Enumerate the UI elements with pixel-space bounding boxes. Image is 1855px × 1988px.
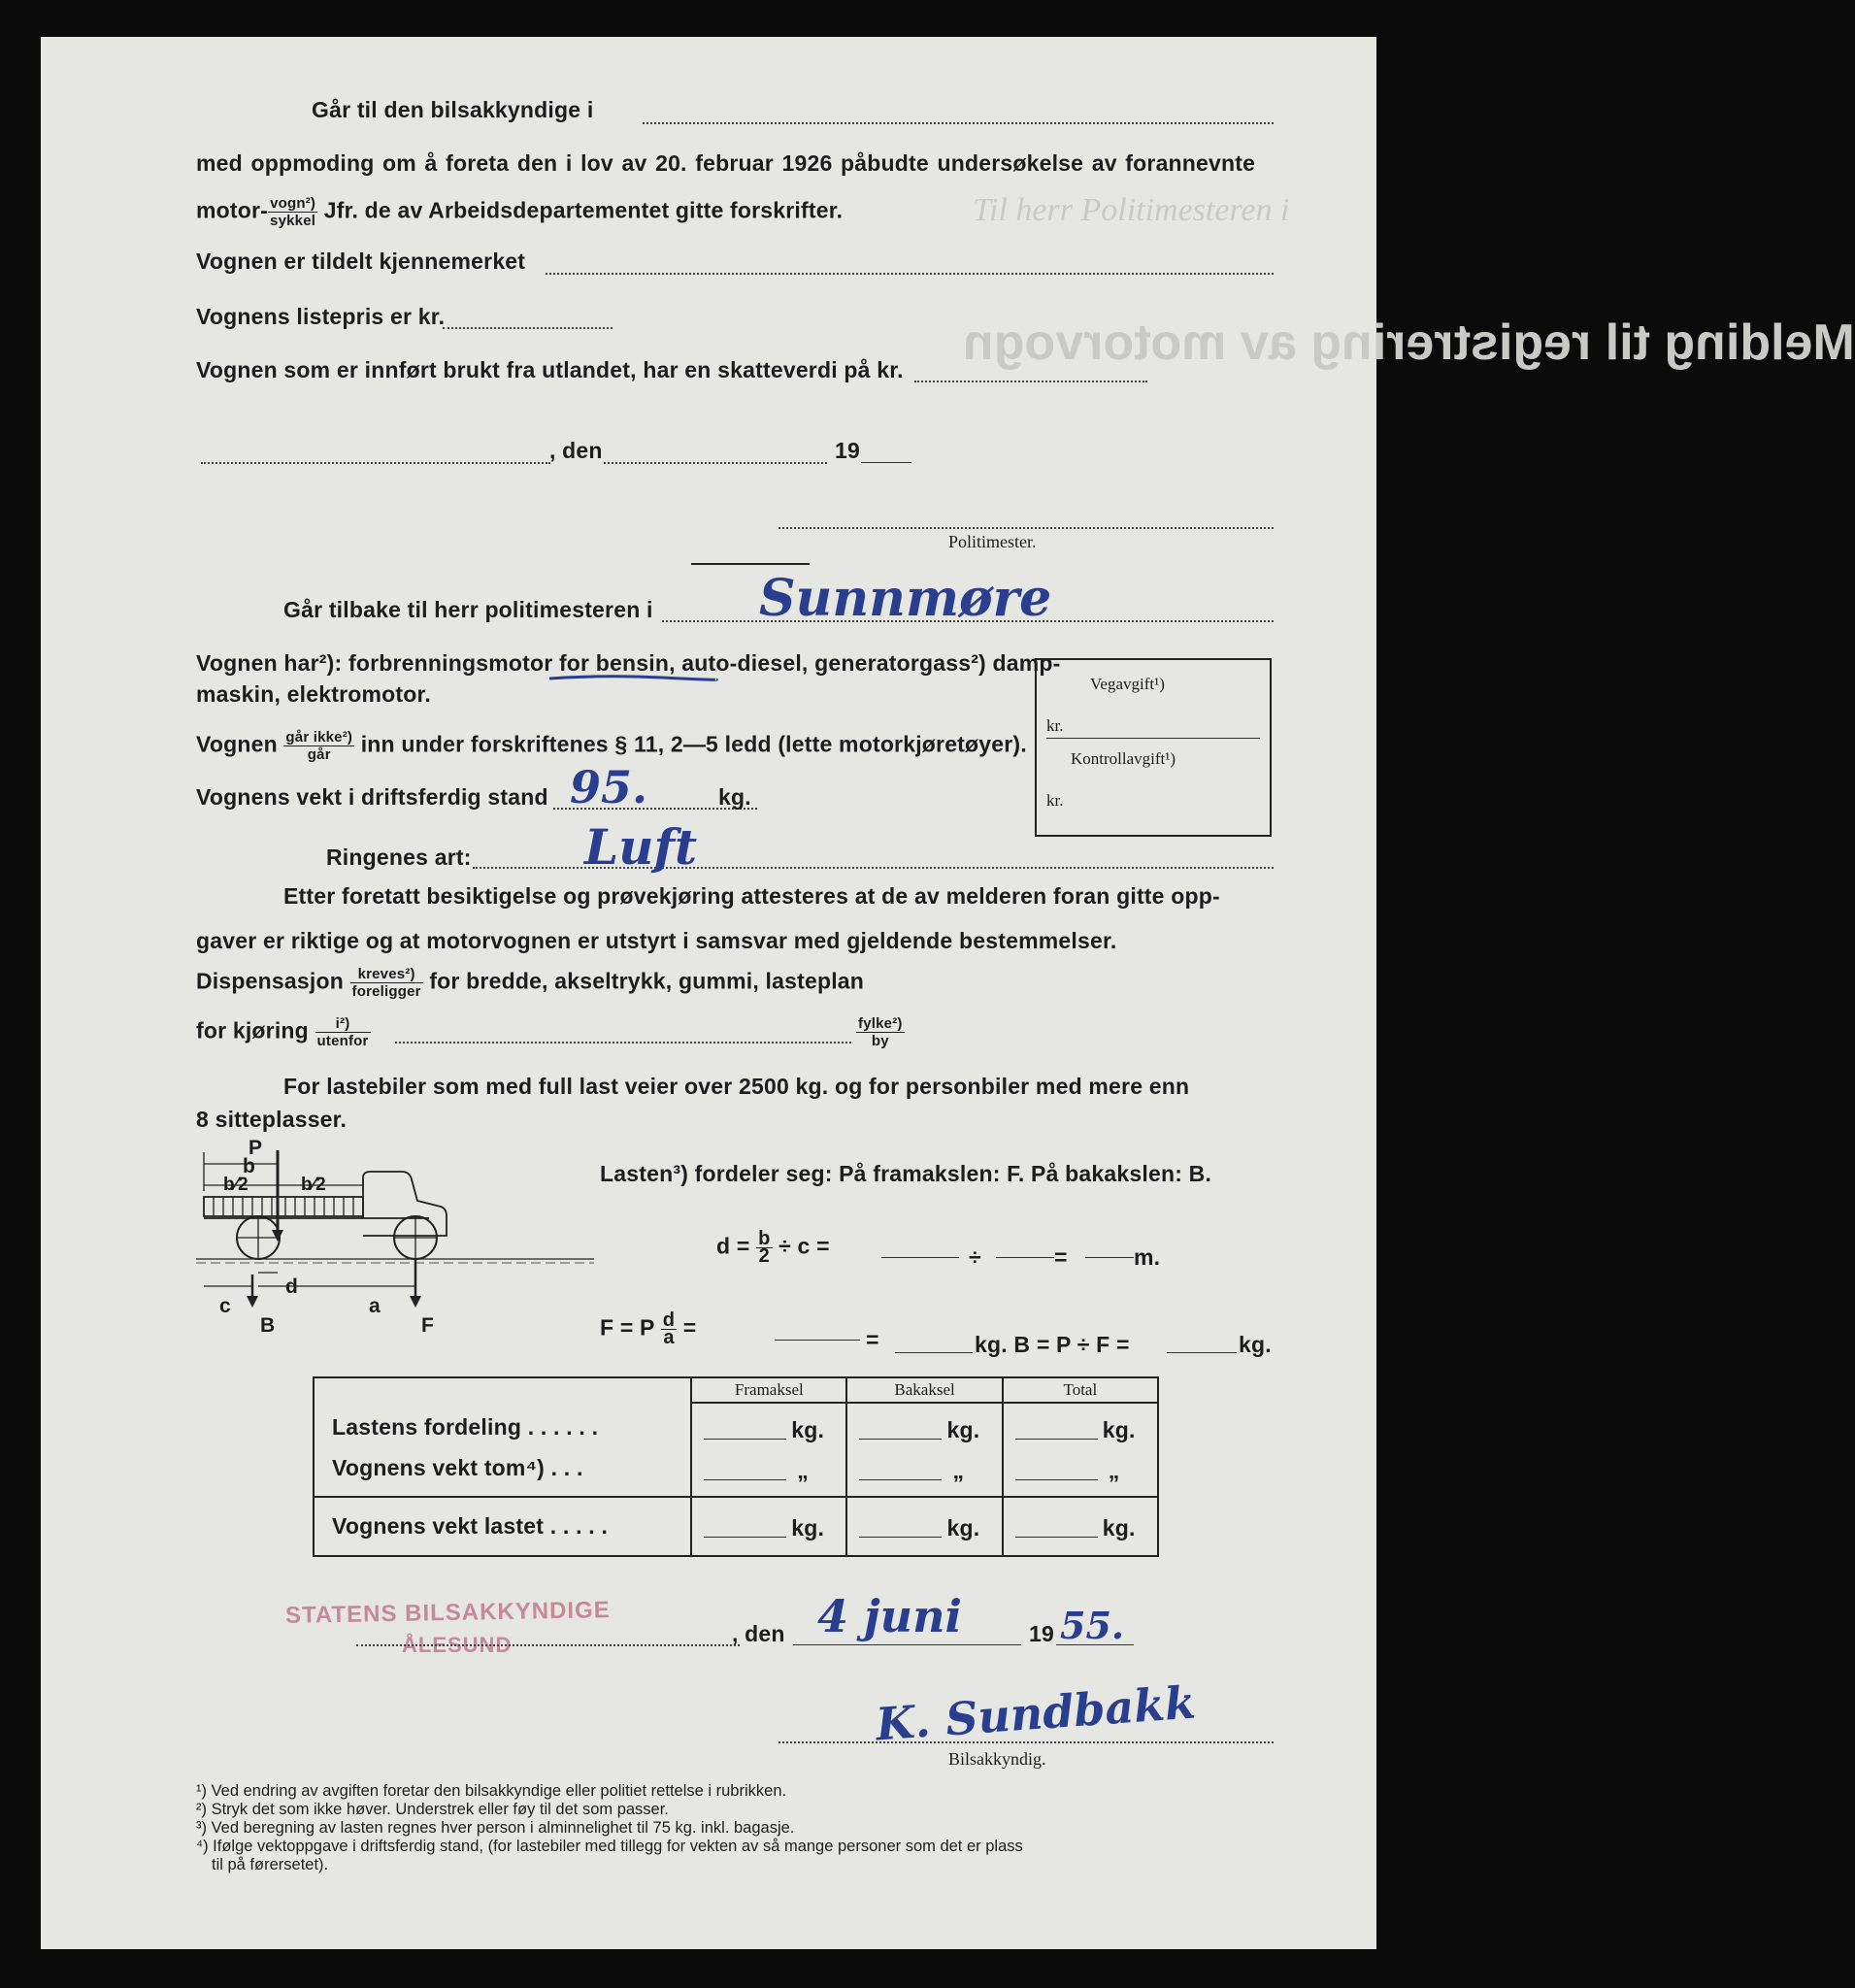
bottom-den-label: , den: [732, 1621, 785, 1646]
header-total: Total: [1003, 1377, 1158, 1403]
table-row-labels-2: Vognens vekt lastet . . . . .: [314, 1497, 691, 1556]
bottom-year-label: 19: [1029, 1621, 1054, 1646]
diagram-label-c: c: [219, 1295, 231, 1317]
show-through-heading: Melding til registrering av motorvogn: [963, 315, 1855, 371]
table-row-labels-1: Lastens fordeling . . . . . . Vognens vekt tom⁴) . . .: [314, 1403, 691, 1497]
table-cell-fram-2: kg.: [691, 1497, 846, 1556]
table-cell-total-1: kg. „: [1003, 1403, 1158, 1497]
diagram-label-b: b: [243, 1155, 256, 1177]
diagram-label-P: P: [248, 1137, 263, 1159]
line-8-seats: 8 sitteplasser.: [196, 1107, 348, 1132]
diagram-label-F: F: [421, 1314, 435, 1337]
vegavgift-label: Vegavgift¹): [1090, 675, 1165, 693]
formula-F: F = P $\frac{d}{a}$ =: [600, 1309, 697, 1348]
line-light-vehicle: Vognen $\frac{\text{går ikke²)}}{\text{går}}$ inn under forskriftenes § 11, 2—5 ledd (lette motorkjøretøyer).: [196, 729, 1027, 763]
footnote-4: ⁴) Ifølge vektoppgave i driftsferdig stand, (for lastebiler med tillegg for vekten av så mange personer som det er plass: [196, 1838, 1023, 1855]
line-engine-2: maskin, elektromotor.: [196, 681, 431, 707]
line-dispensation: Dispensasjon $\frac{\text{kreves²)}}{\text{foreligger}}$ for bredde, akseltrykk, gummi, lasteplan: [196, 966, 865, 1000]
distribution-table: [313, 1376, 1159, 1557]
show-through-to: Til herr Politimesteren i: [973, 192, 1290, 228]
line-request: med oppmoding om å foreta den i lov av 20. februar 1926 påbudte undersøkelse av forannevnte: [196, 150, 1256, 176]
line-listprice: Vognens listepris er kr.: [196, 304, 446, 329]
line-registration: Vognen er tildelt kjennemerket: [196, 248, 526, 274]
footnote-4-cont: til på førersetet).: [212, 1856, 329, 1873]
line-weight: Vognens vekt i driftsferdig stand: [196, 784, 548, 810]
formula-B-unit: kg.: [1239, 1332, 1272, 1357]
header-framaksel: Framaksel: [691, 1377, 846, 1403]
handwritten-weight: 95.: [570, 761, 648, 813]
vegavgift-kr: kr.: [1046, 716, 1064, 735]
den-label: , den: [549, 438, 603, 463]
diagram-label-half-b-2: b⁄2: [301, 1175, 326, 1195]
kontrollavgift-kr: kr.: [1046, 791, 1064, 810]
fylke-by-fraction: $\frac{\text{fylke²)}}{by}$: [858, 1015, 903, 1049]
line-over-2500: For lastebiler som med full last veier over 2500 kg. og for personbiler med mere enn: [283, 1074, 1190, 1099]
table-cell-total-2: kg.: [1003, 1497, 1158, 1556]
line-driving: for kjøring $\frac{\text{i²)}}{\text{utenfor}}$: [196, 1015, 369, 1049]
politimester-label: Politimester.: [948, 532, 1037, 551]
line-goes-to: Går til den bilsakkyndige i: [312, 97, 594, 122]
footnote-3: ³) Ved beregning av lasten regnes hver person i alminnelighet til 75 kg. inkl. bagasje.: [196, 1819, 795, 1837]
table-cell-bak-2: kg.: [846, 1497, 1002, 1556]
formula-F-equals: =: [866, 1327, 879, 1352]
line-returns: Går tilbake til herr politimesteren i: [283, 597, 653, 622]
line-load-distribution: Lasten³) fordeler seg: På framakslen: F. På bakakslen: B.: [600, 1161, 1212, 1186]
formula-d: d = $\frac{b}{2}$ ÷ c =: [716, 1228, 830, 1267]
weight-unit: kg.: [718, 784, 751, 810]
line-attest-1: Etter foretatt besiktigelse og prøvekjøring attesteres at de av melderen foran gitte opp-: [283, 883, 1220, 909]
handwritten-year: 55.: [1060, 1604, 1125, 1647]
year-label: 19: [835, 438, 860, 463]
handwritten-tyres: Luft: [584, 818, 698, 876]
diagram-label-d: d: [285, 1276, 299, 1298]
kontrollavgift-label: Kontrollavgift¹): [1071, 749, 1176, 768]
diagram-label-B: B: [260, 1314, 276, 1337]
line-motor: motor- $\frac{\text{vogn²)}}{\text{sykkel}}$ Jfr. de av Arbeidsdepartementet gitte forskrifter.: [196, 195, 844, 229]
line-tyres: Ringenes art:: [326, 845, 472, 870]
signature: K. Sundbakk: [874, 1675, 1198, 1751]
document-page: [41, 37, 1855, 1949]
stamp-line-1: STATENS BILSAKKYNDIGE: [284, 1597, 611, 1629]
table-cell-bak-1: kg. „: [846, 1403, 1002, 1497]
footnote-2: ²) Stryk det som ikke høver. Understrek eller føy til det som passer.: [196, 1801, 669, 1818]
line-engine-1: Vognen har²): forbrenningsmotor for bensin, auto-diesel, generatorgass²) damp-: [196, 650, 1061, 676]
handwritten-underline: [546, 671, 720, 684]
footnote-1: ¹) Ved endring av avgiften foretar den bilsakkyndige eller politiet rettelse i rubrikken.: [196, 1782, 787, 1800]
line-taxvalue: Vognen som er innført brukt fra utlandet, har en skatteverdi på kr.: [196, 357, 904, 382]
header-bakaksel: Bakaksel: [846, 1377, 1002, 1403]
formula-d-divide: ÷: [969, 1244, 981, 1270]
handwritten-district: Sunnmøre: [759, 569, 1052, 628]
bilsakkyndig-label: Bilsakkyndig.: [948, 1749, 1046, 1769]
formula-B: kg. B = P ÷ F =: [975, 1332, 1130, 1357]
stamp-line-2: ÅLESUND: [402, 1633, 513, 1657]
formula-d-equals: =: [1054, 1244, 1068, 1270]
line-attest-2: gaver er riktige og at motorvognen er utstyrt i samsvar med gjeldende bestemmelser.: [196, 928, 1117, 953]
handwritten-date: 4 juni: [817, 1590, 963, 1642]
diagram-label-half-b-1: b⁄2: [223, 1175, 248, 1195]
table-cell-fram-1: kg. „: [691, 1403, 846, 1497]
formula-d-unit: m.: [1134, 1244, 1161, 1270]
fees-box: [1035, 658, 1272, 837]
diagram-label-a: a: [369, 1295, 381, 1317]
